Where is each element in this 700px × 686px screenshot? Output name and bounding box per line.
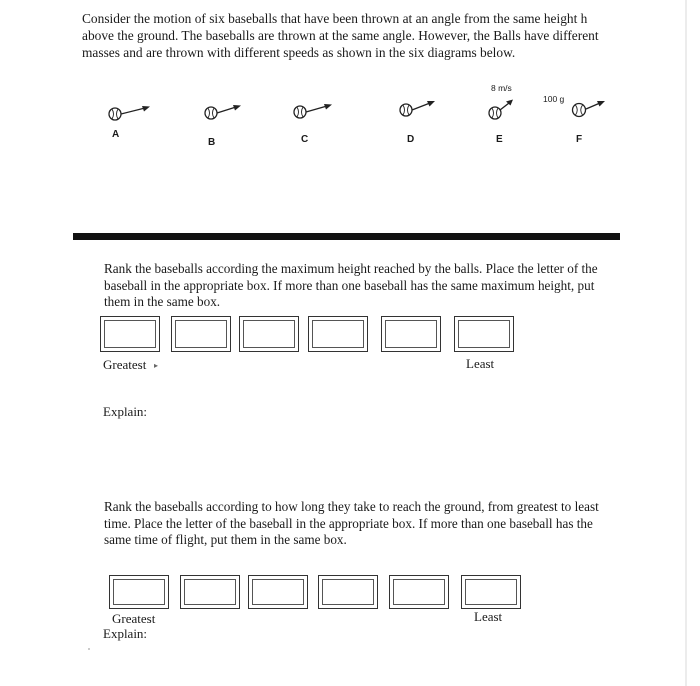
rank-box-height-1[interactable] (100, 316, 160, 352)
baseball-arrow-icon (107, 102, 151, 122)
rank-box-time-2[interactable] (180, 575, 240, 609)
baseball-diagram-a (107, 102, 151, 122)
least-label-2: Least (474, 609, 503, 624)
baseball-arrow-icon (570, 98, 614, 118)
baseball-diagram-d (398, 98, 442, 118)
rank-box-time-5[interactable] (389, 575, 449, 609)
baseball-arrow-icon (203, 101, 247, 121)
rank-box-height-5[interactable] (381, 316, 441, 352)
speed-note: 8 m/s (491, 83, 512, 93)
label-c: C (301, 134, 309, 145)
rank-box-time-4[interactable] (318, 575, 378, 609)
label-b: B (208, 137, 216, 148)
baseball-diagram-c (292, 100, 342, 120)
rank-box-height-3[interactable] (239, 316, 299, 352)
greatest-label-2: Greatest (112, 611, 156, 626)
explain-label-2: Explain: (103, 626, 148, 641)
least-label-1: Least (466, 356, 495, 371)
page-edge (685, 0, 687, 686)
baseball-diagram-b (203, 101, 247, 121)
mass-note: 100 g (543, 94, 565, 104)
problem-statement: Consider the motion of six baseballs that have been thrown at an angle from the same height h above the ground. The baseballs are thrown at the same angle. However, the Balls have different masses and are thrown with different speeds as shown in the six diagrams below. (82, 11, 599, 60)
baseball-arrow-icon (487, 97, 521, 121)
label-f: F (576, 134, 583, 145)
baseball-diagram-f (570, 98, 614, 118)
label-a: A (112, 129, 120, 140)
rank-box-time-6[interactable] (461, 575, 521, 609)
baseball-arrow-icon (398, 98, 442, 118)
arrow-right-icon: ▸ (154, 361, 159, 370)
rank-box-time-3[interactable] (248, 575, 308, 609)
rank-box-height-6[interactable] (454, 316, 514, 352)
rank-box-time-1[interactable] (109, 575, 169, 609)
scan-speck (88, 648, 90, 650)
label-e: E (496, 134, 503, 145)
baseball-arrow-icon (292, 100, 342, 120)
greatest-label-1: Greatest (103, 357, 147, 372)
rank-box-height-2[interactable] (171, 316, 231, 352)
section-divider (73, 233, 620, 240)
label-d: D (407, 134, 415, 145)
baseball-diagram-e (487, 97, 521, 121)
explain-label-1: Explain: (103, 404, 148, 419)
question2-prompt: Rank the baseballs according to how long they take to reach the ground, from greatest to least time. Place the letter of the baseball in the appropriate box. If more than one baseball has the same time of flight, put them in the same box. (104, 499, 599, 547)
question1-prompt: Rank the baseballs according the maximum height reached by the balls. Place the letter of the baseball in the appropriate box. If more than one baseball has the same maximum height, put them in the same box. (104, 261, 598, 309)
rank-box-height-4[interactable] (308, 316, 368, 352)
